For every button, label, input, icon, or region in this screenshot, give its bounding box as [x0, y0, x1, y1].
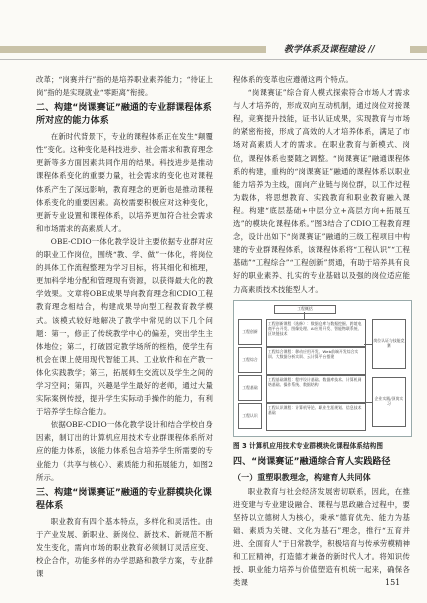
- section-heading: 二、构建“岗课赛证”融通的专业群课程体系所对应的能力体系: [36, 103, 212, 127]
- diagram-connector: [364, 344, 372, 345]
- paragraph: “岗课赛证”综合育人模式探索符合市场人才需求与人才培养的，形成双向互动机制，通过岗位对接课程，竞赛提升技能，证书认证成果，实现教育与市场的紧密衔接，形成了高效的人才培养体系，满足了市场对高素质人才的需求。在职业教育与新模式、岗位，课程体系也要随之调整。“岗课赛证”融通课程体系的构建，重构的“岗课赛证”融通的课程体系以职业能力培养为主线，面向产业链与岗位群，以工作过程为载体，将思想教育、实践教育和职业教育融入课程。构建“底层基础+中层分立+高层方向+拓展互选”的模块化课程体系。”图3结合了CDIO工程教育理念，设计出如下“岗课赛证”融通的三级工程项目中构建的专业群课程体系，该课程体系将“工程认识”“工程基础”“工程综合”“工程创新”贯通，有助于培养具有良好的职业素养、扎实的专业基础以及强的岗位适应能力高素质技术技能型人才。: [233, 88, 410, 294]
- paragraph: 在新时代背景下，专业的课程体系正在发生“颠覆性”变化。这种变化是科技进步、社会需求和教育理念更新等多方面因素共同作用的结果。科技进步是推动课程体系变化的重要力量，社会需求的变化也对课程体系产生了深远影响，教育理念的更新也是推动课程体系变化的重要因素。高校需要积极应对这种变化，更新专业设置和课程体系，以培养更加符合社会需求和市场需求的高素质人才。: [36, 132, 213, 233]
- subsection-heading: （一）重塑职教理念，构建育人共同体: [233, 472, 371, 482]
- diagram-connector: [364, 402, 372, 403]
- diagram-top-box: 工程概括: [274, 305, 336, 314]
- diagram-level-cognition: 工程认识: [238, 403, 262, 429]
- diagram-right-cert: 岗位认证与技能竞赛: [372, 319, 406, 369]
- page-number: 151: [385, 578, 401, 587]
- figure-caption: 图 3 计算机应用技术专业群模块化课程体系结构图: [233, 441, 384, 450]
- diagram-level-innovation: 工程创新: [238, 319, 262, 345]
- diagram-course-foundation: 工程基础课程：程序设计基础、数据库技术、计算机网络基础、操作系统、数据结构: [266, 375, 366, 403]
- header-bar-right: [410, 46, 427, 53]
- header-bar: [0, 46, 266, 53]
- running-header: [0, 40, 427, 60]
- section-heading: 三、构建“岗课赛证”融通的专业群模块化课程体系: [36, 487, 212, 511]
- diagram-level-foundation: 工程基础: [238, 375, 262, 401]
- diagram-course-innovation: 工程创新课程（选修）：数据仓库与数据挖掘、跨境电商平台开发、图像处理、AI应用开发、智能物联系统、区块链技术: [266, 319, 366, 347]
- header-rule: [0, 59, 427, 60]
- left-column: [36, 73, 213, 579]
- header-title: 教学体系及课程建设 //: [284, 45, 375, 55]
- paragraph: 程体系的变革也应遵循这两个特点。: [233, 75, 353, 84]
- paragraph: OBE-CDIO一体化教学设计主要依据专业群对应的职业工作岗位，围绕“教、学、做”一体化，将岗位的具体工作流程整理为学习目标，将其细化和梳理，更加科学地分配和管理现有资源，以获得最大化的教学效果。文章将OBE成果导向教育理念和CDIO工程教育理念相结合，构建成果导向型工程教育教学模式。该模式较好地解决了教学中常见的以下几个问题：第一，修正了传统教学中心的偏差，突出学生主体地位；第二，打破固定教学场所的桎梏，使学生有机会在课上使用现代智能工具、工业软件和在产教一体化实践教学；第三，拓展师生交流以及学生之间的学习空间；第四，兴趣是学生最好的老师，通过大量实际案例传授，提升学生实际动手操作的能力，有利于培养学生综合能力。: [36, 236, 213, 417]
- diagram-course-comprehensive: 工程综合课程：移动应用开发、Web前端开发综合实训、大数据分析实训、云计算平台搭建: [266, 347, 366, 375]
- diagram-right-practice: 企业实践/顶岗实习: [372, 377, 406, 427]
- diagram-level-comprehensive: 工程综合: [238, 347, 262, 373]
- diagram-course-cognition: 工程认识课程：计算机导论、职业生涯规划、信息技术基础: [266, 403, 366, 431]
- figure-3-diagram: [233, 300, 412, 437]
- paragraph: 职业教育有四个基本特点，多样化和灵活性。由于产业发展、新职业、新岗位、新技术、新规范不断发生变化，需向市场的职业教育必须制订灵活应变、校企合作，功能多样的办学思路和教学方案，专业群课: [36, 516, 213, 579]
- paragraph: 改革；“岗赛并行”指的是培养职业素养能力；“待证上岗”指的是实现就业“零距离”衔接。: [36, 75, 213, 98]
- paragraph: 依据OBE-CDIO一体化教学设计和结合学校自身因素，制订出的计算机应用技术专业群课程体系所对应的能力体系，该能力体系包含培养学生所需要的专业能力（共享与核心）、素质能力和拓展能力，如图2所示。: [36, 420, 213, 482]
- section-heading: 四、“岗课赛证”融通综合育人实践路径: [233, 456, 391, 467]
- diagram-connector: [304, 312, 305, 319]
- paragraph: 职业教育与社会经济发展密切联系，因此，在推进变建与专业建设融合、课程与思政融合过程中，要坚持以立德树人为核心，秉承“德育优先、能力为基础、素质为关键、文化为基石”理念，推行“五育并进、全面育人”于日常教学，积极培育与传承劳模精神和工匠精神，打造德才兼备的新时代人才。将知识传授、职业能力培养与价值塑造有机统一起来，确保各类课: [233, 486, 410, 588]
